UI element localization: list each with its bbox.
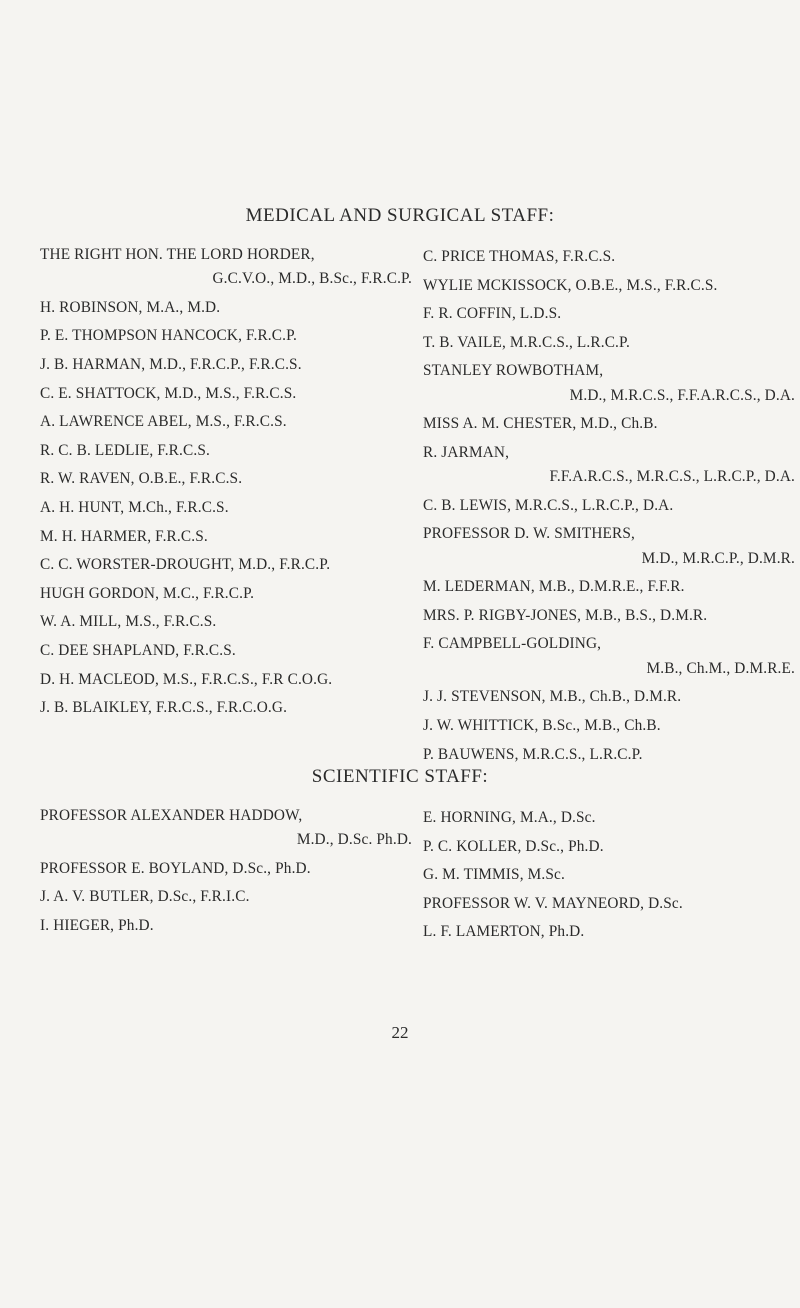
staff-entry <box>40 243 412 292</box>
staff-name: I. HIEGER, Ph.D. <box>40 917 154 935</box>
staff-name: A. H. HUNT, M.Ch., F.R.C.S. <box>40 499 229 517</box>
staff-name: T. B. VAILE, M.R.C.S., L.R.C.P. <box>423 333 630 351</box>
staff-name: M. H. HARMER, F.R.C.S. <box>40 527 208 545</box>
staff-entry <box>40 914 412 938</box>
medical-staff-left-column <box>40 243 412 725</box>
staff-entry <box>40 410 412 434</box>
staff-qualifications: M.D., M.R.C.P., D.M.R. <box>641 549 795 567</box>
staff-name: W. A. MILL, M.S., F.R.C.S. <box>40 613 217 631</box>
staff-entry <box>423 892 795 916</box>
staff-name: J. A. V. BUTLER, D.Sc., F.R.I.C. <box>40 888 250 906</box>
staff-entry <box>423 274 795 298</box>
staff-name: E. HORNING, M.A., D.Sc. <box>423 809 596 826</box>
staff-entry <box>423 714 795 738</box>
staff-entry <box>40 496 412 520</box>
staff-entry <box>40 353 412 377</box>
staff-name: D. H. MACLEOD, M.S., F.R.C.S., F.R C.O.G. <box>40 670 333 688</box>
staff-entry <box>40 885 412 909</box>
staff-name: C. E. SHATTOCK, M.D., M.S., F.R.C.S. <box>40 384 297 402</box>
staff-entry <box>40 857 412 881</box>
staff-entry <box>40 296 412 320</box>
staff-entry <box>423 806 795 830</box>
staff-name: MISS A. M. CHESTER, M.D., Ch.B. <box>423 415 658 433</box>
scientific-staff-heading: SCIENTIFIC STAFF: <box>311 766 489 787</box>
staff-entry <box>40 610 412 634</box>
staff-entry <box>423 920 795 944</box>
page-number: 22 <box>391 1023 409 1042</box>
staff-entry <box>423 359 795 408</box>
staff-name: PROFESSOR W. V. MAYNEORD, D.Sc. <box>423 894 683 912</box>
staff-entry <box>423 412 795 436</box>
staff-entry <box>423 863 795 887</box>
staff-entry <box>40 553 412 577</box>
staff-qualifications: M.D., M.R.C.S., F.F.A.R.C.S., D.A. <box>569 386 795 404</box>
staff-qualifications: M.D., D.Sc. Ph.D. <box>296 831 412 849</box>
staff-name: PROFESSOR D. W. SMITHERS, <box>423 525 636 543</box>
staff-name: H. ROBINSON, M.A., M.D. <box>40 298 221 316</box>
staff-entry <box>40 582 412 606</box>
staff-name: C. C. WORSTER-DROUGHT, M.D., F.R.C.P. <box>40 556 331 574</box>
staff-name: HUGH GORDON, M.C., F.R.C.P. <box>40 584 255 602</box>
staff-name: M. LEDERMAN, M.B., D.M.R.E., F.F.R. <box>423 578 685 596</box>
staff-entry <box>423 245 795 269</box>
staff-entry <box>423 632 795 681</box>
staff-name: L. F. LAMERTON, Ph.D. <box>423 923 585 941</box>
staff-name: G. M. TIMMIS, M.Sc. <box>423 866 565 884</box>
staff-name: R. C. B. LEDLIE, F.R.C.S. <box>40 441 210 459</box>
staff-entry <box>40 668 412 692</box>
medical-staff-heading: MEDICAL AND SURGICAL STAFF: <box>245 205 555 226</box>
staff-name: MRS. P. RIGBY-JONES, M.B., B.S., D.M.R. <box>423 606 708 624</box>
staff-name: J. J. STEVENSON, M.B., Ch.B., D.M.R. <box>423 688 682 706</box>
staff-entry <box>40 696 412 720</box>
staff-entry <box>423 685 795 709</box>
staff-name: C. B. LEWIS, M.R.C.S., L.R.C.P., D.A. <box>423 496 674 514</box>
staff-name: THE RIGHT HON. THE LORD HORDER, <box>40 246 315 263</box>
medical-staff-right-column <box>423 245 795 771</box>
scientific-staff-right-column <box>423 806 795 949</box>
staff-name: P. C. KOLLER, D.Sc., Ph.D. <box>423 837 604 855</box>
staff-name: F. CAMPBELL-GOLDING, <box>423 635 602 653</box>
staff-entry <box>423 302 795 326</box>
staff-name: PROFESSOR ALEXANDER HADDOW, <box>40 807 303 824</box>
staff-name: F. R. COFFIN, L.D.S. <box>423 305 562 323</box>
staff-qualifications: F.F.A.R.C.S., M.R.C.S., L.R.C.P., D.A. <box>549 468 795 486</box>
staff-name: C. PRICE THOMAS, F.R.C.S. <box>423 248 616 265</box>
staff-entry <box>40 525 412 549</box>
staff-entry <box>40 324 412 348</box>
staff-entry <box>40 467 412 491</box>
staff-entry <box>423 331 795 355</box>
staff-entry <box>423 522 795 571</box>
staff-entry <box>40 804 412 853</box>
scientific-staff-left-column <box>40 804 412 943</box>
staff-name: C. DEE SHAPLAND, F.R.C.S. <box>40 642 236 660</box>
staff-name: P. E. THOMPSON HANCOCK, F.R.C.P. <box>40 327 298 345</box>
staff-name: R. W. RAVEN, O.B.E., F.R.C.S. <box>40 470 243 488</box>
staff-name: J. W. WHITTICK, B.Sc., M.B., Ch.B. <box>423 716 661 734</box>
staff-name: J. B. HARMAN, M.D., F.R.C.P., F.R.C.S. <box>40 356 302 374</box>
staff-entry <box>423 441 795 490</box>
staff-entry <box>40 439 412 463</box>
staff-entry <box>423 575 795 599</box>
staff-entry <box>40 382 412 406</box>
staff-name: A. LAWRENCE ABEL, M.S., F.R.C.S. <box>40 413 287 431</box>
staff-name: P. BAUWENS, M.R.C.S., L.R.C.P. <box>423 745 643 763</box>
staff-qualifications: M.B., Ch.M., D.M.R.E. <box>646 659 795 677</box>
staff-qualifications: G.C.V.O., M.D., B.Sc., F.R.C.P. <box>212 270 412 288</box>
staff-entry <box>423 743 795 767</box>
staff-entry <box>423 604 795 628</box>
staff-name: J. B. BLAIKLEY, F.R.C.S., F.R.C.O.G. <box>40 699 288 717</box>
staff-entry <box>423 835 795 859</box>
staff-entry <box>423 494 795 518</box>
staff-name: STANLEY ROWBOTHAM, <box>423 362 604 380</box>
staff-name: WYLIE MCKISSOCK, O.B.E., M.S., F.R.C.S. <box>423 276 718 294</box>
staff-name: R. JARMAN, <box>423 443 510 461</box>
staff-name: PROFESSOR E. BOYLAND, D.Sc., Ph.D. <box>40 859 311 877</box>
staff-entry <box>40 639 412 663</box>
